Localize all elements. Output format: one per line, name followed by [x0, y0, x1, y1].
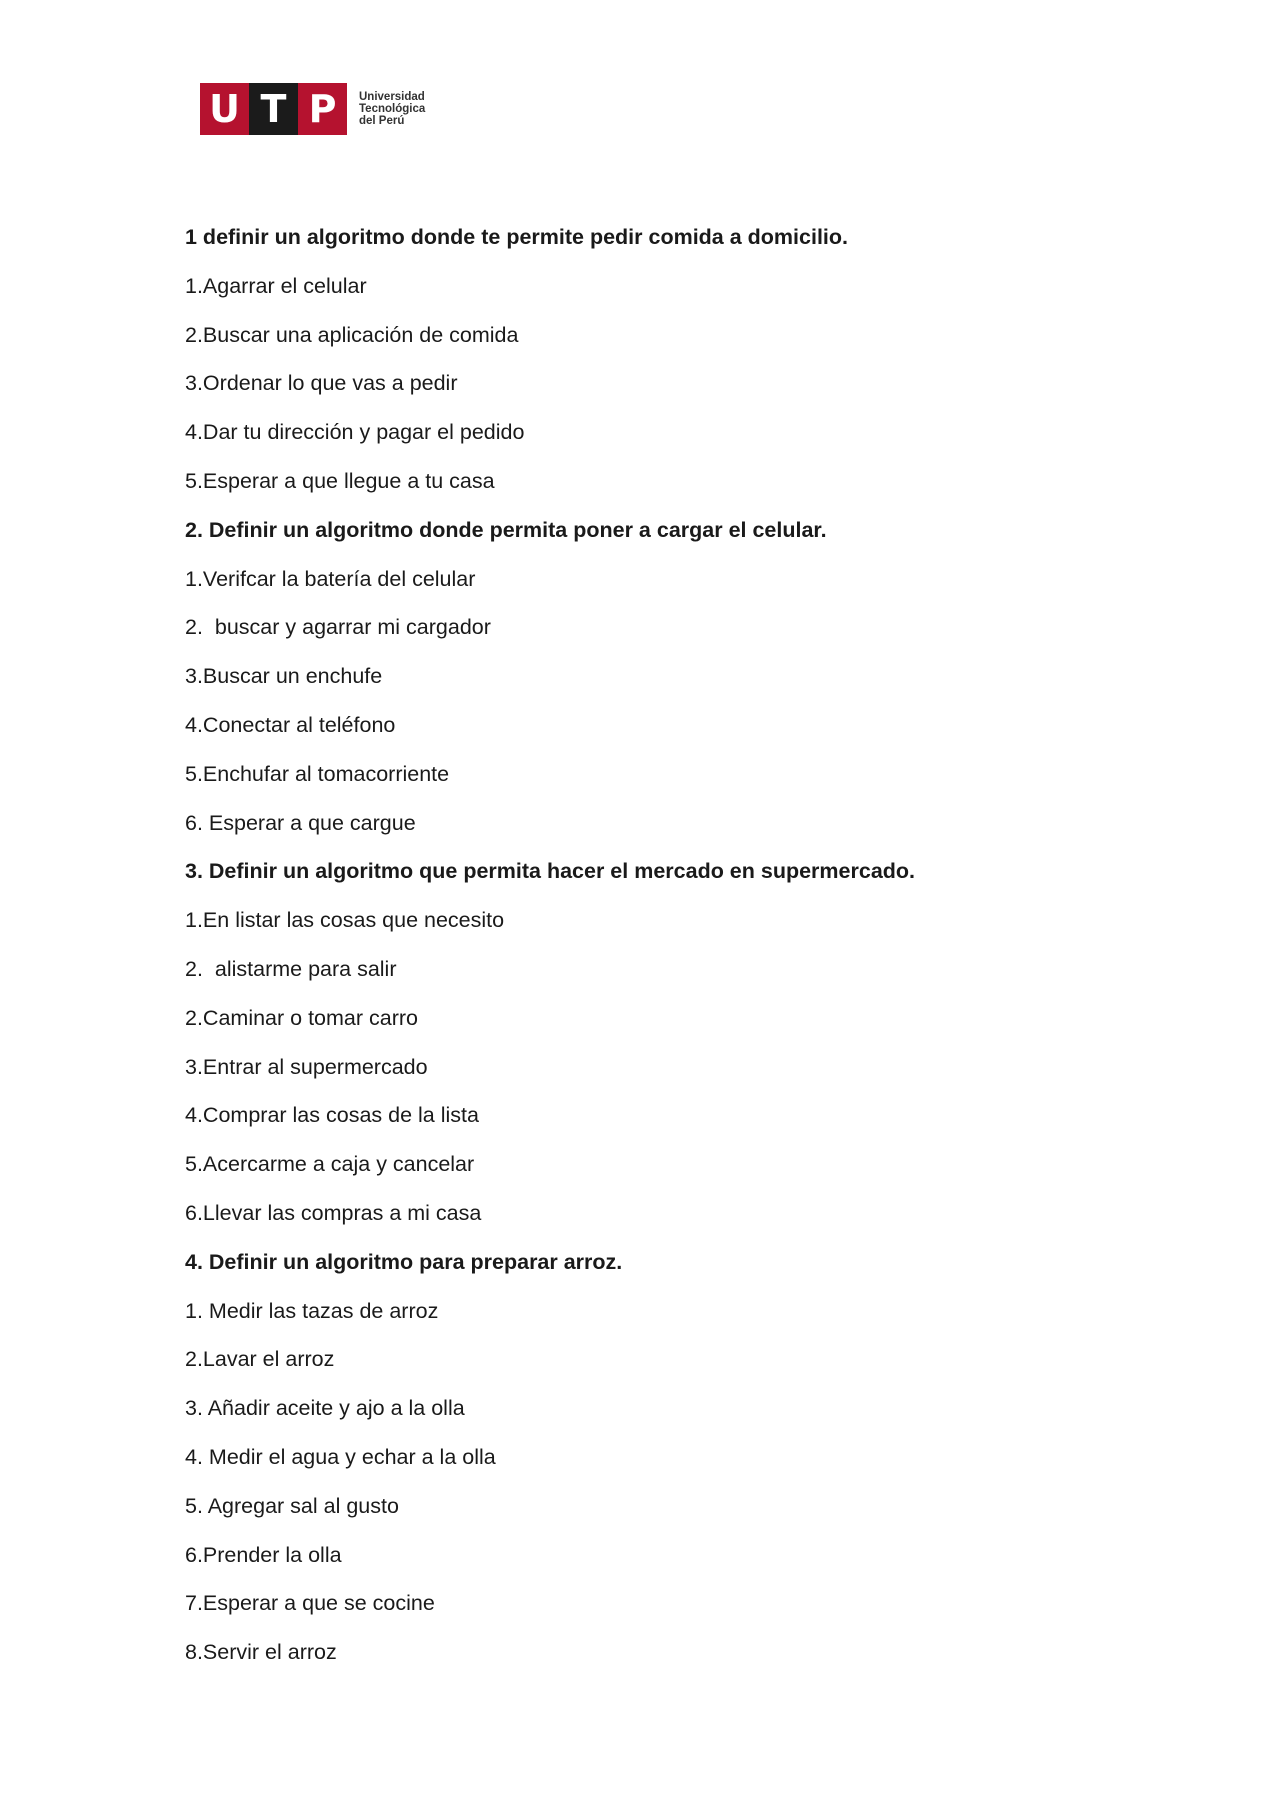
- logo-mark: [200, 83, 347, 135]
- logo-text-line: Tecnológica: [359, 103, 426, 115]
- step-item: 2.Lavar el arroz: [185, 1347, 335, 1372]
- step-item: 6.Llevar las compras a mi casa: [185, 1200, 482, 1225]
- logo-wordmark: [359, 91, 425, 127]
- step-item: 1. Medir las tazas de arroz: [185, 1298, 439, 1323]
- logo-text-line: del Perú: [359, 115, 405, 127]
- step-item: 4.Conectar al teléfono: [185, 712, 396, 737]
- section-heading: 2. Definir un algoritmo donde permita poner a cargar el celular.: [185, 517, 827, 542]
- logo-letter-t: T: [249, 83, 298, 135]
- step-item: 6.Prender la olla: [185, 1542, 342, 1567]
- step-item: 5.Acercarme a caja y cancelar: [185, 1152, 475, 1177]
- step-item: 2.Caminar o tomar carro: [185, 1005, 418, 1030]
- step-item: 4. Medir el agua y echar a la olla: [185, 1444, 496, 1469]
- step-item: 6. Esperar a que cargue: [185, 810, 416, 835]
- step-item: 1.Verifcar la batería del celular: [185, 566, 476, 591]
- step-item: 1.Agarrar el celular: [185, 273, 367, 298]
- step-item: 2.Buscar una aplicación de comida: [185, 322, 519, 347]
- step-item: 7.Esperar a que se cocine: [185, 1591, 435, 1616]
- utp-logo: [200, 83, 425, 135]
- step-item: 4.Comprar las cosas de la lista: [185, 1103, 479, 1128]
- step-item: 3. Añadir aceite y ajo a la olla: [185, 1396, 465, 1421]
- section-heading: 1 definir un algoritmo donde te permite pedir comida a domicilio.: [185, 225, 849, 249]
- logo-letter-p: P: [298, 83, 347, 135]
- logo-letter-u: U: [200, 83, 249, 135]
- step-item: 4.Dar tu dirección y pagar el pedido: [185, 420, 525, 445]
- section-heading: 3. Definir un algoritmo que permita hacer el mercado en supermercado.: [185, 859, 916, 884]
- step-item: 2. alistarme para salir: [185, 956, 397, 981]
- step-item: 3.Ordenar lo que vas a pedir: [185, 371, 458, 396]
- step-item: 3.Entrar al supermercado: [185, 1054, 428, 1079]
- step-item: 5.Enchufar al tomacorriente: [185, 761, 450, 786]
- step-item: 1.En listar las cosas que necesito: [185, 908, 505, 933]
- step-item: 2. buscar y agarrar mi cargador: [185, 615, 491, 640]
- step-item: 5. Agregar sal al gusto: [185, 1493, 399, 1518]
- step-item: 8.Servir el arroz: [185, 1640, 337, 1665]
- logo-text-line: Universidad: [359, 91, 425, 103]
- step-item: 3.Buscar un enchufe: [185, 664, 383, 689]
- step-item: 5.Esperar a que llegue a tu casa: [185, 468, 495, 493]
- section-heading: 4. Definir un algoritmo para preparar arroz.: [185, 1249, 623, 1274]
- document-body: [185, 222, 1085, 1686]
